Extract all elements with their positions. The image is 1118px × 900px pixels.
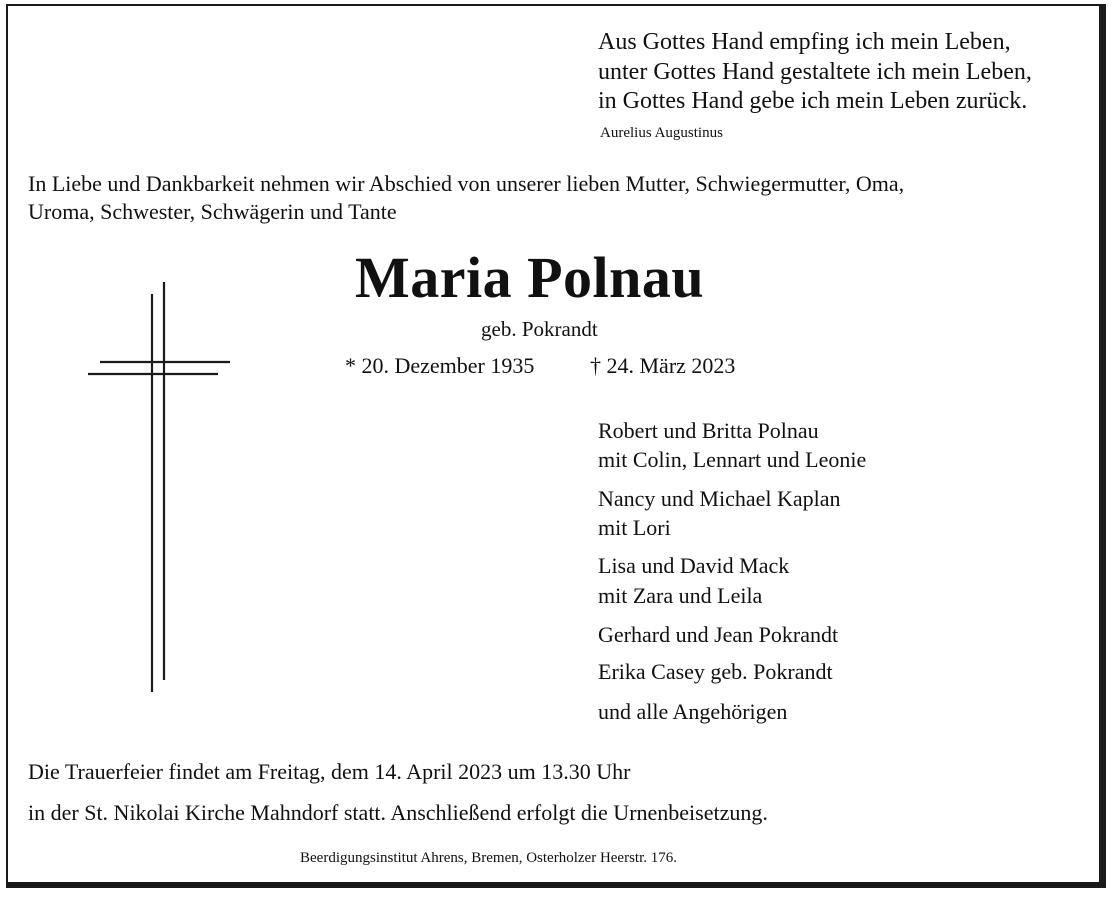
intro-line: In Liebe und Dankbarkeit nehmen wir Abschied von unserer lieben Mutter, Schwiegermutter, Oma, — [28, 171, 905, 196]
service-line: Die Trauerfeier findet am Freitag, dem 14. April 2023 um 13.30 Uhr — [28, 759, 631, 784]
death-date: † 24. März 2023 — [590, 353, 736, 378]
mourner-line: mit Zara und Leila — [598, 583, 763, 608]
mourner-line: Erika Casey geb. Pokrandt — [598, 659, 833, 684]
quote-line: Aus Gottes Hand empfing ich mein Leben, — [598, 29, 1011, 55]
birth-date: * 20. Dezember 1935 — [345, 353, 535, 378]
mourner-line: Robert und Britta Polnau — [598, 418, 819, 443]
quote-line: unter Gottes Hand gestaltete ich mein Leben, — [598, 59, 1032, 85]
undertaker-info: Beerdigungsinstitut Ahrens, Bremen, Osterholzer Heerstr. 176. — [300, 850, 678, 866]
mourner-line: mit Lori — [598, 515, 671, 540]
mourner-line: Lisa und David Mack — [598, 553, 790, 578]
cross-icon — [86, 280, 236, 700]
mourner-line: Gerhard und Jean Pokrandt — [598, 622, 839, 647]
maiden-name: geb. Pokrandt — [481, 317, 598, 341]
service-line: in der St. Nikolai Kirche Mahndorf statt. Anschließend erfolgt die Urnenbeisetzung. — [28, 800, 768, 825]
deceased-name: Maria Polnau — [355, 245, 705, 310]
intro-line: Uroma, Schwester, Schwägerin und Tante — [28, 199, 397, 224]
mourner-line: Nancy und Michael Kaplan — [598, 486, 841, 511]
quote-line: in Gottes Hand gebe ich mein Leben zurück. — [598, 88, 1028, 114]
mourner-line: und alle Angehörigen — [598, 699, 788, 724]
quote-author: Aurelius Augustinus — [600, 125, 723, 141]
mourner-line: mit Colin, Lennart und Leonie — [598, 447, 867, 472]
